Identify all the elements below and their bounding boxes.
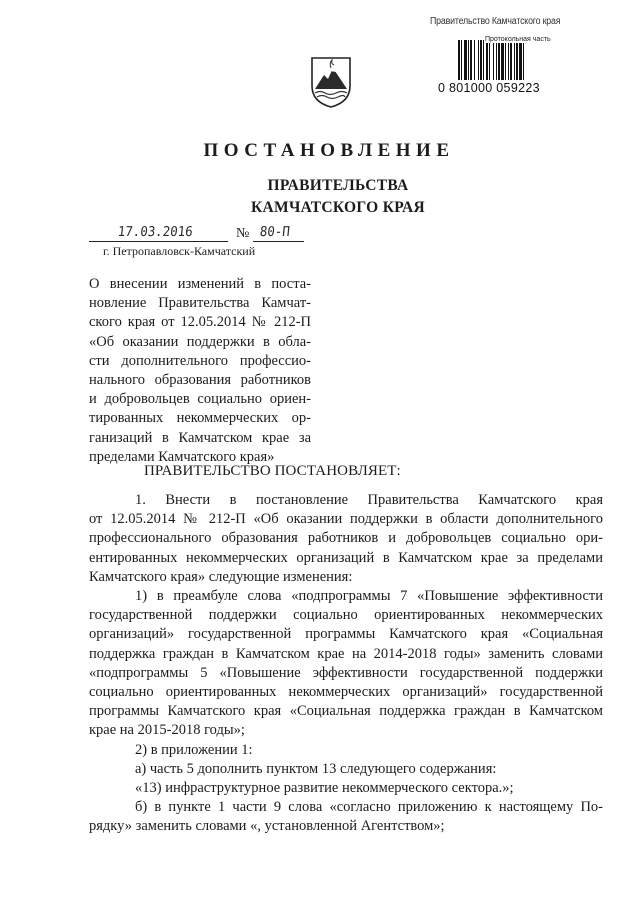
subject-line: ского края от 12.05.2014 № 212-П — [89, 314, 311, 331]
issuer-line-2: КАМЧАТСКОГО КРАЯ — [250, 199, 426, 216]
document-subject — [89, 275, 311, 467]
subject-line: тированных некоммерческих ор- — [89, 410, 311, 427]
document-body — [89, 491, 603, 837]
body-line: б) в пункте 1 части 9 слова «согласно приложению к настоящему По- — [135, 799, 603, 816]
subject-line: ганизаций в Камчатском крае за — [89, 429, 311, 446]
document-date: 17.03.2016 — [117, 224, 194, 240]
body-line: рядку» заменить словами «, установленной Агентством»; — [89, 818, 445, 835]
barcode-number: 0 801000 059223 — [438, 81, 540, 95]
number-underline — [253, 241, 304, 242]
document-type: ПОСТАНОВЛЕНИЕ — [203, 140, 455, 161]
subject-line: сти дополнительного профессио- — [89, 352, 311, 369]
body-line: 1) в преамбуле слова «подпрограммы 7 «Повышение эффективности — [135, 588, 603, 605]
body-line: программы Камчатского края «Социальная поддержка граждан в Камчатском — [89, 703, 603, 720]
issuer-line-1: ПРАВИТЕЛЬСТВА — [267, 177, 409, 194]
subject-line: новление Правительства Камчат- — [89, 295, 311, 312]
body-line: «подпрограммы 5 «Повышение эффективности государственной поддержки — [89, 664, 603, 681]
number-label: № — [236, 226, 250, 241]
body-line: от 12.05.2014 № 212-П «Об оказании поддержки в области дополнительного — [89, 511, 603, 528]
document-number: 80-П — [259, 224, 291, 240]
body-line: 1. Внести в постановление Правительства Камчатского края — [135, 492, 603, 508]
body-line: а) часть 5 дополнить пунктом 13 следующего содержания: — [135, 760, 497, 777]
subject-line: О внесении изменений в поста- — [89, 276, 311, 292]
subject-line: «Об оказании поддержки в обла- — [89, 333, 311, 350]
issue-city: г. Петропавловск-Камчатский — [103, 244, 256, 258]
barcode-caption: Протокольная часть — [485, 36, 551, 43]
body-line: крае на 2015-2018 годы»; — [89, 722, 245, 739]
resolves-heading: ПРАВИТЕЛЬСТВО ПОСТАНОВЛЯЕТ: — [144, 463, 401, 479]
subject-line: нального образования работников — [89, 372, 311, 389]
body-line: 2) в приложении 1: — [135, 741, 253, 758]
body-line: государственной поддержки социально ориентированных некоммерческих — [89, 607, 603, 624]
body-line: поддержка граждан в Камчатском крае на 2014-2018 годы» заменить словами — [89, 645, 603, 662]
barcode-bar — [524, 40, 526, 80]
coat-of-arms-icon — [310, 56, 352, 108]
subject-line: пределами Камчатского края» — [89, 448, 275, 465]
body-line: социально ориентированных некоммерческих организаций» государственной — [89, 684, 603, 701]
body-line: организаций» государственной программы Камчатского края «Социальная — [89, 626, 603, 643]
body-line: «13) инфраструктурное развитие некоммерческого сектора.»; — [135, 780, 514, 797]
body-line: Камчатского края» следующие изменения: — [89, 568, 353, 585]
body-line: профессионального образования работников и добровольцев социально ори- — [89, 530, 603, 547]
barcode — [458, 40, 556, 80]
date-underline — [89, 241, 228, 242]
registry-stamp: Правительство Камчатского края — [430, 16, 561, 27]
subject-line: и добровольцев социально ориен- — [89, 391, 311, 408]
body-line: ентированных некоммерческих организаций в Камчатском крае за пределами — [89, 549, 603, 566]
